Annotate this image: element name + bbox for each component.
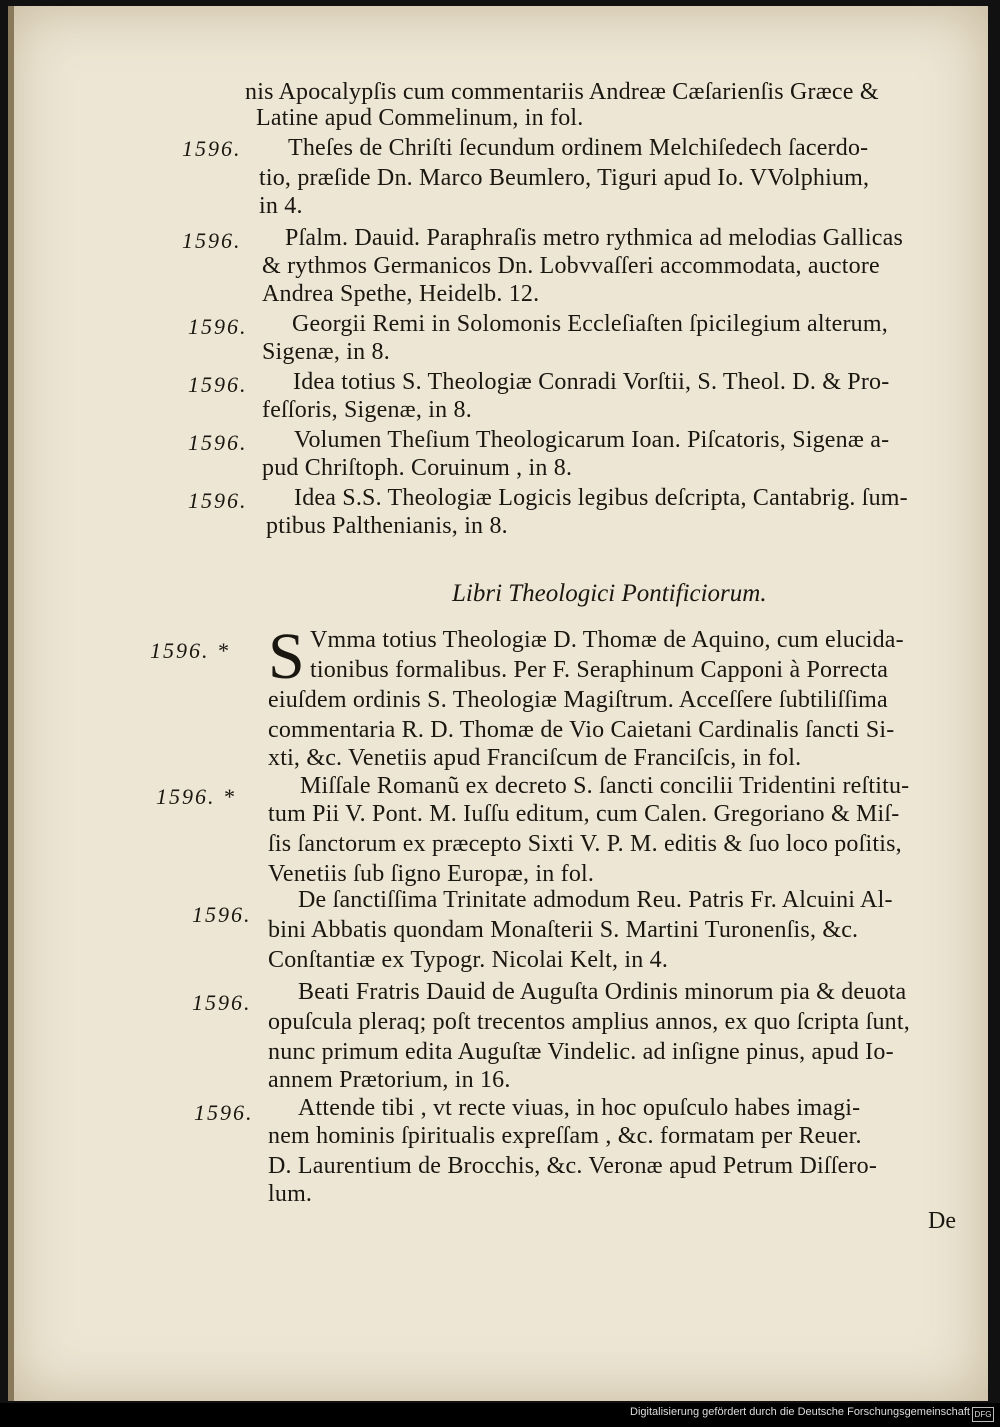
text-line: tum Pii V. Pont. M. Iuſſu editum, cum Calen. Gregoriano & Miſ-	[268, 801, 900, 827]
text-line: pud Chriſtoph. Coruinum , in 8.	[262, 455, 573, 481]
text-line: tionibus formalibus. Per F. Seraphinum Capponi à Porrecta	[310, 657, 889, 683]
text-line: Volumen Theſium Theologicarum Ioan. Piſcatoris, Sigenæ a-	[294, 427, 890, 453]
entry-year: 1596.	[188, 314, 248, 339]
text-line: & rythmos Germanicos Dn. Lobvvaſſeri accommodata, auctore	[262, 253, 880, 279]
text-line: feſſoris, Sigenæ, in 8.	[262, 397, 472, 423]
text-line: in 4.	[259, 193, 303, 219]
text-line: bini Abbatis quondam Monaſterii S. Martini Turonenſis, &c.	[268, 917, 859, 943]
text-line: Georgii Remi in Solomonis Eccleſiaſten ſpicilegium alterum,	[292, 311, 888, 337]
text-line: ſis ſanctorum ex præcepto Sixti V. P. M. editis & ſuo loco poſitis,	[268, 831, 902, 857]
text-line: lum.	[268, 1181, 313, 1207]
entry-year: 1596.	[182, 136, 242, 161]
text-line: Andrea Spethe, Heidelb. 12.	[262, 281, 540, 307]
text-line: Pſalm. Dauid. Paraphraſis metro rythmica ad melodias Gallicas	[285, 225, 904, 251]
section-heading: Libri Theologici Pontificiorum.	[452, 580, 767, 607]
entry-year: 1596.	[192, 902, 252, 927]
text-line: Miſſale Romanũ ex decreto S. ſancti concilii Tridentini reſtitu-	[300, 773, 910, 799]
catchword: De	[928, 1208, 956, 1234]
text-line: Venetiis ſub ſigno Europæ, in fol.	[268, 861, 595, 887]
text-line: nem hominis ſpiritualis expreſſam , &c. formatam per Reuer.	[268, 1123, 862, 1149]
text-line: opuſcula pleraq; poſt trecentos amplius annos, ex quo ſcripta ſunt,	[268, 1009, 910, 1035]
text-line: Idea totius S. Theologiæ Conradi Vorſtii, S. Theol. D. & Pro-	[293, 369, 890, 395]
text-line: Vmma totius Theologiæ D. Thomæ de Aquino, cum elucida-	[310, 627, 904, 653]
text-line: Beati Fratris Dauid de Auguſta Ordinis minorum pia & deuota	[298, 979, 907, 1005]
text-line: Attende tibi , vt recte viuas, in hoc opuſculo habes imagi-	[298, 1095, 861, 1121]
dfg-logo-icon: DFG	[972, 1407, 994, 1422]
entry-year: 1596. *	[150, 638, 230, 663]
entry-year: 1596.	[188, 430, 248, 455]
entry-year: 1596. *	[156, 784, 236, 809]
digitization-credit: Digitalisierung gefördert durch die Deutsche Forschungsgemeinschaft	[630, 1406, 970, 1418]
text-line: De ſanctiſſima Trinitate admodum Reu. Patris Fr. Alcuini Al-	[298, 887, 893, 913]
text-line: annem Prætorium, in 16.	[268, 1067, 511, 1093]
text-line: Conſtantiæ ex Typogr. Nicolai Kelt, in 4.	[268, 947, 669, 973]
text-line: commentaria R. D. Thomæ de Vio Caietani Cardinalis ſancti Si-	[268, 717, 895, 743]
text-line: eiuſdem ordinis S. Theologiæ Magiſtrum. Acceſſere ſubtiliſſima	[268, 687, 888, 713]
text-line: nis Apocalypſis cum commentariis Andreæ Cæſarienſis Græce &	[245, 79, 879, 105]
drop-capital: S	[268, 620, 305, 693]
text-line: Theſes de Chriſti ſecundum ordinem Melchiſedech ſacerdo-	[288, 135, 869, 161]
entry-year: 1596.	[182, 228, 242, 253]
text-line: nunc primum edita Auguſtæ Vindelic. ad inſigne pinus, apud Io-	[268, 1039, 894, 1065]
entry-year: 1596.	[188, 488, 248, 513]
text-line: Latine apud Commelinum, in fol.	[256, 105, 584, 131]
text-line: Idea S.S. Theologiæ Logicis legibus deſcripta, Cantabrig. ſum-	[294, 485, 908, 511]
text-line: tio, præſide Dn. Marco Beumlero, Tiguri apud Io. VVolphium,	[259, 165, 870, 191]
text-line: D. Laurentium de Brocchis, &c. Veronæ apud Petrum Diſſero-	[268, 1153, 878, 1179]
text-line: Sigenæ, in 8.	[262, 339, 390, 365]
text-line: ptibus Palthenianis, in 8.	[266, 513, 508, 539]
entry-year: 1596.	[188, 372, 248, 397]
entry-year: 1596.	[194, 1100, 254, 1125]
text-line: xti, &c. Venetiis apud Franciſcum de Franciſcis, in fol.	[268, 745, 802, 771]
entry-year: 1596.	[192, 990, 252, 1015]
